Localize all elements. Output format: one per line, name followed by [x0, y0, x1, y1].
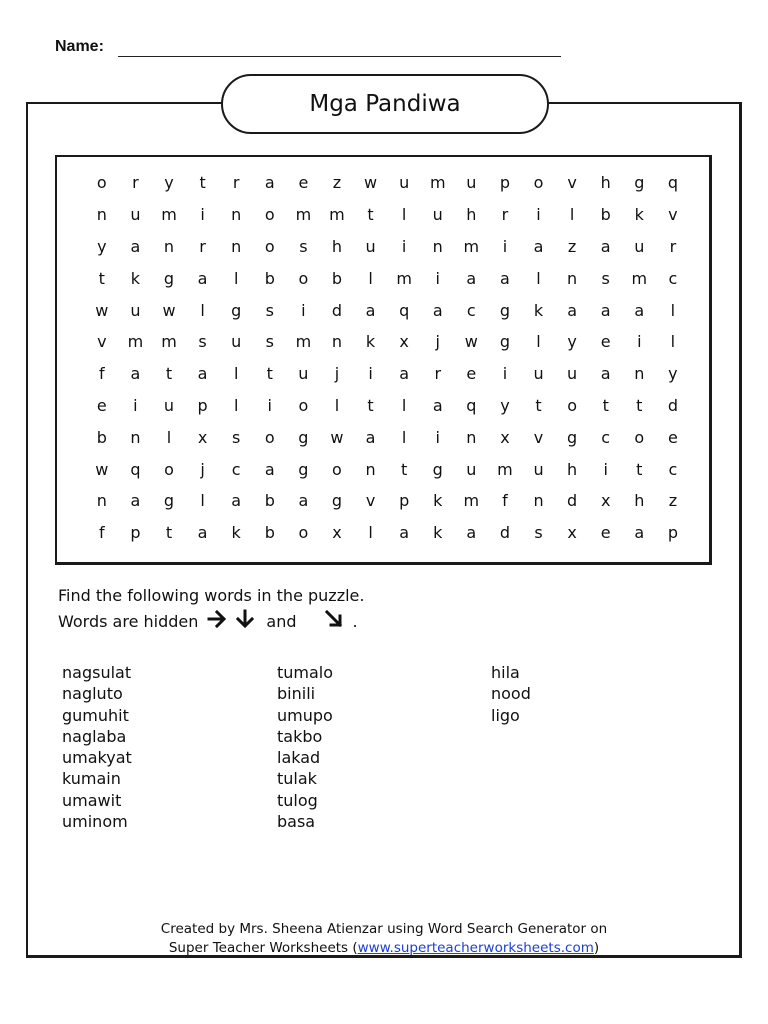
grid-letter[interactable]: a: [466, 268, 477, 288]
word-list-item: binili: [277, 684, 316, 704]
grid-letter[interactable]: a: [231, 491, 242, 511]
grid-letter[interactable]: c: [466, 300, 476, 320]
grid-letter[interactable]: o: [298, 523, 309, 543]
grid-letter[interactable]: d: [331, 300, 343, 320]
word-list-item: nagluto: [62, 684, 123, 704]
grid-letter[interactable]: j: [435, 332, 440, 352]
grid-letter[interactable]: x: [332, 523, 342, 543]
grid-letter[interactable]: n: [432, 236, 443, 256]
grid-letter[interactable]: y: [164, 173, 174, 193]
grid-letter[interactable]: r: [434, 364, 442, 384]
grid-letter[interactable]: e: [298, 173, 309, 193]
grid-letter[interactable]: c: [601, 427, 611, 447]
instruction-line-2: [58, 608, 358, 634]
grid-letter[interactable]: m: [463, 491, 480, 511]
grid-letter[interactable]: h: [331, 236, 343, 256]
name-field-line[interactable]: [118, 56, 561, 57]
grid-letter[interactable]: d: [499, 523, 510, 543]
grid-letter[interactable]: i: [435, 268, 440, 288]
name-label: Name:: [55, 38, 104, 55]
grid-letter[interactable]: v: [567, 173, 577, 193]
grid-letter[interactable]: l: [200, 300, 205, 320]
grid-letter[interactable]: h: [567, 459, 578, 479]
grid-letter[interactable]: t: [199, 173, 206, 193]
grid-letter[interactable]: a: [365, 427, 376, 447]
grid-row: [85, 326, 690, 358]
grid-letter[interactable]: s: [534, 523, 543, 543]
grid-letter[interactable]: g: [499, 300, 510, 320]
grid-letter[interactable]: o: [567, 395, 577, 415]
grid-letter[interactable]: b: [96, 427, 107, 447]
grid-letter[interactable]: t: [602, 395, 609, 415]
grid-letter[interactable]: u: [634, 236, 645, 256]
grid-letter[interactable]: k: [634, 205, 644, 225]
grid-letter[interactable]: b: [264, 491, 275, 511]
grid-letter[interactable]: a: [298, 491, 309, 511]
grid-letter[interactable]: g: [634, 173, 645, 193]
word-list-item: umawit: [62, 790, 122, 810]
grid-letter[interactable]: i: [435, 427, 440, 447]
grid-letter[interactable]: r: [501, 205, 509, 225]
grid-letter[interactable]: t: [636, 395, 643, 415]
grid-letter[interactable]: g: [298, 427, 309, 447]
instruction-period: .: [352, 611, 358, 631]
grid-letter[interactable]: o: [332, 459, 342, 479]
grid-letter[interactable]: t: [98, 268, 105, 288]
grid-letter[interactable]: n: [331, 332, 343, 352]
grid-letter[interactable]: m: [329, 205, 345, 225]
grid-letter[interactable]: z: [567, 236, 577, 256]
grid-letter[interactable]: x: [197, 427, 208, 447]
grid-letter[interactable]: a: [399, 364, 410, 384]
grid-letter[interactable]: i: [267, 395, 272, 415]
grid-letter[interactable]: b: [331, 268, 343, 288]
grid-letter[interactable]: p: [667, 523, 678, 543]
grid-letter[interactable]: d: [667, 395, 678, 415]
grid-letter[interactable]: h: [634, 491, 645, 511]
grid-letter[interactable]: a: [600, 236, 611, 256]
grid-letter[interactable]: m: [497, 459, 513, 479]
grid-letter[interactable]: i: [536, 205, 541, 225]
grid-letter[interactable]: v: [668, 205, 678, 225]
word-list-item: kumain: [62, 769, 121, 789]
grid-letter[interactable]: m: [161, 332, 177, 352]
grid-letter[interactable]: k: [433, 491, 443, 511]
grid-letter[interactable]: j: [334, 364, 340, 384]
grid-letter[interactable]: p: [197, 395, 208, 415]
grid-letter[interactable]: o: [164, 459, 174, 479]
grid-letter[interactable]: g: [298, 459, 309, 479]
grid-letter[interactable]: a: [432, 395, 443, 415]
grid-letter[interactable]: b: [264, 523, 275, 543]
grid-row: [85, 262, 690, 294]
grid-letter[interactable]: n: [231, 205, 242, 225]
grid-letter[interactable]: u: [130, 205, 141, 225]
grid-letter[interactable]: c: [231, 459, 241, 479]
grid-letter[interactable]: r: [199, 236, 206, 256]
grid-letter[interactable]: m: [127, 332, 144, 352]
grid-letter[interactable]: a: [600, 300, 611, 320]
grid-letter[interactable]: a: [130, 491, 141, 511]
grid-letter[interactable]: i: [368, 364, 373, 384]
grid-row: [85, 199, 690, 231]
grid-letter[interactable]: l: [670, 332, 676, 352]
grid-row: [85, 485, 690, 517]
word-list-item: lakad: [277, 748, 321, 768]
grid-letter[interactable]: l: [233, 268, 239, 288]
grid-row: [85, 294, 690, 326]
worksheet-title: Mga Pandiwa: [221, 74, 549, 134]
grid-letter[interactable]: l: [401, 395, 407, 415]
word-list-column-3: [491, 662, 531, 726]
grid-letter[interactable]: a: [634, 523, 645, 543]
grid-letter[interactable]: g: [567, 427, 578, 447]
grid-letter[interactable]: w: [330, 427, 344, 447]
grid-letter[interactable]: a: [399, 523, 410, 543]
grid-letter[interactable]: w: [162, 300, 176, 320]
grid-letter[interactable]: e: [600, 332, 611, 352]
grid-letter[interactable]: l: [401, 427, 407, 447]
grid-letter[interactable]: i: [301, 300, 306, 320]
grid-letter[interactable]: n: [466, 427, 477, 447]
credits-suffix: ): [593, 940, 600, 956]
word-list-item: nagsulat: [62, 663, 132, 682]
grid-letter[interactable]: u: [365, 236, 376, 256]
grid-letter[interactable]: m: [463, 236, 480, 256]
grid-letter[interactable]: f: [98, 364, 105, 384]
grid-letter[interactable]: n: [96, 205, 107, 225]
word-list-item: nood: [491, 684, 531, 704]
word-list-item: basa: [277, 812, 316, 832]
grid-letter[interactable]: l: [368, 268, 373, 288]
grid-letter[interactable]: i: [502, 236, 508, 256]
grid-letter[interactable]: n: [231, 236, 242, 256]
grid-letter[interactable]: q: [466, 395, 477, 415]
grid-letter[interactable]: g: [432, 459, 443, 479]
grid-letter[interactable]: o: [264, 236, 275, 256]
grid-letter[interactable]: o: [298, 395, 309, 415]
grid-letter[interactable]: f: [98, 523, 105, 543]
grid-letter[interactable]: t: [165, 523, 173, 543]
grid-letter[interactable]: q: [399, 300, 410, 320]
word-list-item: tulog: [277, 790, 318, 810]
grid-letter[interactable]: j: [200, 459, 205, 479]
grid-letter[interactable]: k: [533, 300, 544, 320]
grid-letter[interactable]: a: [197, 364, 208, 384]
grid-letter[interactable]: m: [295, 332, 312, 352]
grid-letter[interactable]: b: [264, 268, 275, 288]
grid-letter[interactable]: i: [637, 332, 642, 352]
instruction-line-1: Find the following words in the puzzle.: [58, 586, 365, 605]
word-list-column-1: [62, 662, 132, 832]
grid-letter[interactable]: u: [130, 300, 141, 320]
grid-letter[interactable]: a: [130, 236, 141, 256]
grid-letter[interactable]: a: [567, 300, 578, 320]
grid-letter[interactable]: o: [298, 268, 309, 288]
grid-letter[interactable]: u: [399, 173, 410, 193]
grid-letter[interactable]: s: [601, 268, 610, 288]
grid-letter[interactable]: o: [533, 173, 544, 193]
grid-letter[interactable]: b: [600, 205, 611, 225]
grid-letter[interactable]: n: [130, 427, 141, 447]
word-list-item: uminom: [62, 812, 128, 832]
grid-letter[interactable]: u: [298, 364, 309, 384]
grid-letter[interactable]: k: [433, 523, 443, 543]
grid-letter[interactable]: l: [166, 427, 172, 447]
grid-letter[interactable]: u: [466, 173, 477, 193]
grid-letter[interactable]: r: [232, 173, 240, 193]
grid-letter[interactable]: v: [97, 332, 107, 352]
grid-letter[interactable]: l: [200, 491, 205, 511]
grid-letter[interactable]: u: [567, 364, 578, 384]
grid-letter[interactable]: i: [133, 395, 138, 415]
grid-letter[interactable]: a: [264, 459, 275, 479]
grid-letter[interactable]: o: [96, 173, 107, 193]
grid-letter[interactable]: u: [163, 395, 175, 415]
website-link[interactable]: www.superteacherworksheets.com: [357, 940, 594, 956]
grid-letter[interactable]: x: [600, 491, 611, 511]
grid-letter[interactable]: i: [603, 459, 608, 479]
grid-letter[interactable]: a: [365, 300, 376, 320]
grid-letter[interactable]: l: [569, 205, 575, 225]
word-list-item: takbo: [277, 726, 323, 746]
grid-letter[interactable]: u: [533, 364, 544, 384]
word-list-item: umupo: [277, 705, 333, 725]
grid-letter[interactable]: u: [533, 459, 544, 479]
grid-letter[interactable]: a: [197, 523, 208, 543]
grid-letter[interactable]: c: [668, 268, 678, 288]
word-list-item: tumalo: [277, 663, 334, 682]
grid-letter[interactable]: a: [264, 173, 275, 193]
grid-letter[interactable]: s: [265, 300, 274, 320]
grid-letter[interactable]: r: [669, 236, 677, 256]
grid-letter[interactable]: r: [132, 173, 139, 193]
grid-letter[interactable]: n: [365, 459, 376, 479]
grid-letter[interactable]: a: [500, 268, 510, 288]
grid-letter[interactable]: c: [668, 459, 678, 479]
grid-letter[interactable]: m: [429, 173, 446, 193]
grid-letter[interactable]: q: [130, 459, 141, 479]
grid-letter[interactable]: i: [401, 236, 407, 256]
grid-letter[interactable]: g: [163, 268, 175, 288]
grid-letter[interactable]: l: [401, 205, 407, 225]
grid-letter[interactable]: a: [600, 364, 611, 384]
grid-letter[interactable]: n: [567, 268, 578, 288]
grid-letter[interactable]: h: [600, 173, 611, 193]
grid-letter[interactable]: v: [533, 427, 544, 447]
grid-letter[interactable]: t: [367, 205, 374, 225]
grid-letter[interactable]: g: [499, 332, 510, 352]
grid-letter[interactable]: m: [631, 268, 648, 288]
grid-letter[interactable]: y: [567, 332, 577, 352]
grid-letter[interactable]: u: [231, 332, 242, 352]
grid-row: [85, 390, 690, 422]
grid-letter[interactable]: s: [232, 427, 241, 447]
arrow-diagonal-icon: [323, 608, 345, 634]
grid-letter[interactable]: n: [163, 236, 175, 256]
grid-letter[interactable]: z: [332, 173, 342, 193]
grid-letter[interactable]: t: [636, 459, 643, 479]
grid-letter[interactable]: n: [96, 491, 107, 511]
grid-letter[interactable]: o: [264, 205, 275, 225]
grid-letter[interactable]: q: [667, 173, 678, 193]
grid-letter[interactable]: l: [670, 300, 676, 320]
grid-letter[interactable]: t: [401, 459, 408, 479]
grid-letter[interactable]: m: [295, 205, 312, 225]
grid-letter[interactable]: l: [368, 523, 373, 543]
grid-row: [85, 421, 690, 453]
grid-letter[interactable]: a: [533, 236, 544, 256]
grid-letter[interactable]: f: [502, 491, 508, 511]
grid-letter[interactable]: s: [299, 236, 308, 256]
grid-letter[interactable]: o: [634, 427, 645, 447]
word-list-column-2: [277, 662, 333, 832]
grid-letter[interactable]: g: [331, 491, 343, 511]
grid-row: [85, 231, 690, 263]
grid-letter[interactable]: t: [165, 364, 173, 384]
grid-letter[interactable]: a: [466, 523, 477, 543]
arrow-down-icon: [234, 608, 256, 634]
grid-letter[interactable]: g: [231, 300, 242, 320]
instruction-and: and: [266, 611, 297, 631]
arrow-right-icon: [206, 608, 228, 634]
grid-letter[interactable]: m: [161, 205, 177, 225]
word-list-item: umakyat: [62, 748, 132, 768]
word-list-item: hila: [491, 663, 520, 682]
grid-letter[interactable]: l: [536, 332, 541, 352]
instruction-prefix: Words are hidden: [58, 611, 199, 631]
grid-letter[interactable]: h: [466, 205, 477, 225]
credits-line-2: [60, 939, 708, 958]
credits-prefix: Super Teacher Worksheets (: [168, 940, 358, 956]
grid-letter[interactable]: x: [567, 523, 577, 543]
grid-letter[interactable]: x: [500, 427, 510, 447]
grid-letter[interactable]: k: [130, 268, 141, 288]
word-list-item: naglaba: [62, 726, 127, 746]
letter-grid: [85, 167, 690, 549]
grid-letter[interactable]: t: [367, 395, 374, 415]
grid-letter[interactable]: o: [264, 427, 275, 447]
grid-letter[interactable]: t: [535, 395, 542, 415]
grid-letter[interactable]: s: [198, 332, 207, 352]
grid-letter[interactable]: k: [231, 523, 241, 543]
grid-letter[interactable]: t: [266, 364, 273, 384]
grid-row: [85, 358, 690, 390]
grid-row: [85, 167, 690, 199]
grid-letter[interactable]: n: [533, 491, 544, 511]
grid-letter[interactable]: d: [567, 491, 578, 511]
grid-letter[interactable]: e: [667, 427, 678, 447]
grid-letter[interactable]: u: [466, 459, 477, 479]
grid-letter[interactable]: y: [668, 364, 678, 384]
grid-letter[interactable]: p: [399, 491, 410, 511]
grid-letter[interactable]: e: [600, 523, 611, 543]
grid-letter[interactable]: l: [536, 268, 541, 288]
grid-letter[interactable]: w: [95, 300, 109, 320]
word-list-item: ligo: [491, 705, 520, 725]
grid-letter[interactable]: l: [233, 395, 239, 415]
grid-letter[interactable]: s: [265, 332, 274, 352]
word-list-item: tulak: [277, 769, 317, 789]
credits-footer: [60, 920, 708, 958]
grid-letter[interactable]: a: [197, 268, 208, 288]
grid-letter[interactable]: a: [634, 300, 645, 320]
grid-letter[interactable]: p: [130, 523, 141, 543]
grid-letter[interactable]: n: [634, 364, 645, 384]
grid-letter[interactable]: k: [365, 332, 376, 352]
grid-letter[interactable]: v: [365, 491, 376, 511]
grid-letter[interactable]: i: [502, 364, 508, 384]
grid-letter[interactable]: a: [130, 364, 141, 384]
grid-letter[interactable]: l: [233, 364, 239, 384]
grid-letter[interactable]: l: [334, 395, 340, 415]
grid-letter[interactable]: i: [200, 205, 205, 225]
grid-letter[interactable]: p: [499, 173, 510, 193]
grid-letter[interactable]: a: [432, 300, 443, 320]
word-list-item: gumuhit: [62, 705, 129, 725]
grid-letter[interactable]: e: [96, 395, 107, 415]
grid-letter[interactable]: y: [97, 236, 107, 256]
grid-letter[interactable]: z: [668, 491, 678, 511]
grid-letter[interactable]: u: [432, 205, 443, 225]
grid-letter[interactable]: m: [396, 268, 412, 288]
grid-letter[interactable]: e: [466, 364, 477, 384]
grid-row: [85, 453, 690, 485]
grid-letter[interactable]: g: [163, 491, 175, 511]
grid-letter[interactable]: w: [464, 332, 478, 352]
grid-letter[interactable]: y: [500, 395, 510, 415]
credits-line-1: Created by Mrs. Sheena Atienzar using Word Search Generator on: [160, 921, 608, 937]
grid-letter[interactable]: x: [399, 332, 409, 352]
grid-letter[interactable]: w: [95, 459, 109, 479]
grid-letter[interactable]: w: [364, 173, 378, 193]
grid-row: [85, 517, 690, 549]
